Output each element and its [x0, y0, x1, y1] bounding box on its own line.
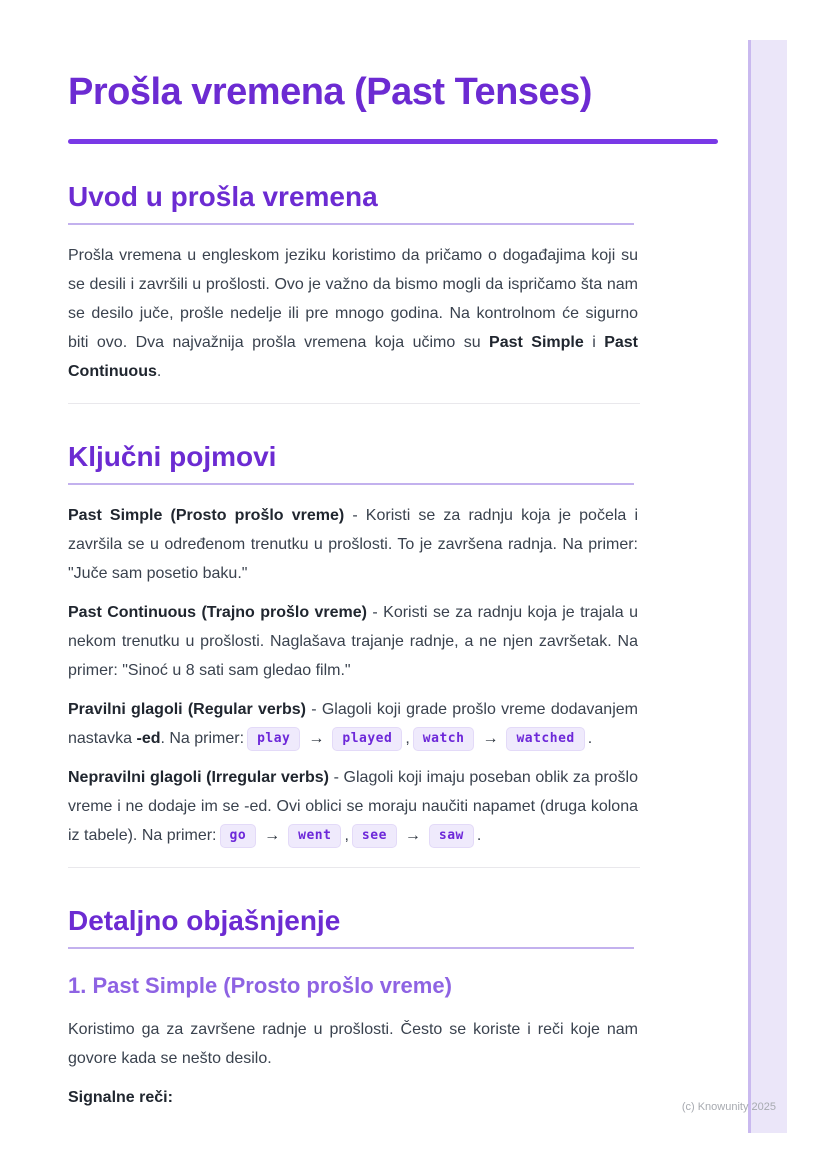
copyright-footer: (c) Knowunity 2025: [681, 1101, 776, 1113]
section-heading-rule: [68, 947, 634, 949]
text-segment: .: [476, 827, 482, 844]
inline-code-badge: go: [220, 824, 257, 848]
text-segment: - Glagoli koji grade prošlo vreme dodavanjem nastavka: [68, 701, 638, 747]
bold-term: Nepravilni glagoli (Irregular verbs): [68, 769, 329, 786]
bold-term: Past Simple: [489, 334, 584, 351]
arrow-right-icon: →: [482, 730, 499, 747]
section-uvod-u-prosla-vremena: [68, 181, 638, 386]
text-segment: - Koristi se za radnju koja je počela i završila se u određenom trenutku u prošlosti. To je završena radnja. Na primer: "Juče sam posetio baku.": [68, 507, 638, 582]
inline-code-badge: watch: [413, 727, 475, 751]
text-segment: i: [583, 334, 605, 351]
paragraph: [68, 501, 638, 588]
text-segment: ,: [344, 827, 349, 844]
subsection-heading: 1. Past Simple (Prosto prošlo vreme): [68, 973, 452, 998]
text-segment: ,: [405, 730, 410, 747]
inline-code-badge: play: [247, 727, 300, 751]
text-segment: .: [587, 730, 593, 747]
section-kljucni-pojmovi: [68, 441, 638, 850]
text-segment: Koristimo ga za završene radnje u prošlosti. Često se koriste i reči koje nam govore kada se nešto desilo.: [68, 1021, 638, 1067]
bold-term: Pravilni glagoli (Regular verbs): [68, 701, 307, 718]
side-page-edge-bar: [748, 40, 787, 1133]
section-heading-rule: [68, 223, 634, 225]
text-segment: Prošla vremena u engleskom jeziku koristimo da pričamo o događajima koji su se desili i završili u prošlosti. Ovo je važno da bismo mogli da ispričamo šta nam se desilo juče, prošle nedelje ili pre mnogo godina. Na kontrolnom će sigurno biti ovo. Dva najvažnija prošla vremena koja učimo su: [68, 247, 638, 351]
bold-term: -ed: [136, 730, 161, 747]
section-divider: [68, 867, 640, 868]
bold-term: Past Continuous: [68, 334, 638, 380]
paragraph: [68, 598, 638, 685]
arrow-right-icon: →: [404, 827, 421, 844]
bold-term: Signalne reči:: [68, 1089, 173, 1106]
section-heading: Ključni pojmovi: [68, 441, 277, 472]
title-rule: [68, 139, 718, 144]
text-segment: - Glagoli koji imaju poseban oblik za prošlo vreme i ne dodaje im se -ed. Ovi oblici se moraju naučiti napamet (druga kolona iz tabele). Na primer:: [68, 769, 638, 844]
arrow-right-icon: →: [308, 730, 325, 747]
text-segment: .: [156, 363, 162, 380]
document-content: [68, 0, 638, 1112]
text-segment: - Koristi se za radnju koja je trajala u nekom trenutku u prošlosti. Naglašava trajanje radnje, a ne njen završetak. Na primer: "Sinoć u 8 sati sam gledao film.": [68, 604, 638, 679]
paragraph: [68, 763, 638, 850]
section-heading: Uvod u prošla vremena: [68, 181, 378, 212]
bold-term: Past Simple (Prosto prošlo vreme): [68, 507, 345, 524]
section-heading: Detaljno objašnjenje: [68, 905, 341, 936]
section-heading-rule: [68, 483, 634, 485]
inline-code-badge: watched: [506, 727, 584, 751]
bold-term: Past Continuous (Trajno prošlo vreme): [68, 604, 367, 621]
paragraph: [68, 241, 638, 386]
arrow-right-icon: →: [264, 827, 281, 844]
inline-code-badge: played: [332, 727, 402, 751]
section-detaljno-objasnjenje: [68, 905, 638, 1112]
paragraph: [68, 695, 638, 753]
paragraph: [68, 1015, 638, 1073]
inline-code-badge: saw: [429, 824, 474, 848]
inline-code-badge: went: [288, 824, 341, 848]
inline-code-badge: see: [352, 824, 397, 848]
paragraph-signal-words-label: [68, 1083, 638, 1112]
section-divider: [68, 403, 640, 404]
text-segment: . Na primer:: [160, 730, 245, 747]
page-title: Prošla vremena (Past Tenses): [68, 71, 592, 113]
